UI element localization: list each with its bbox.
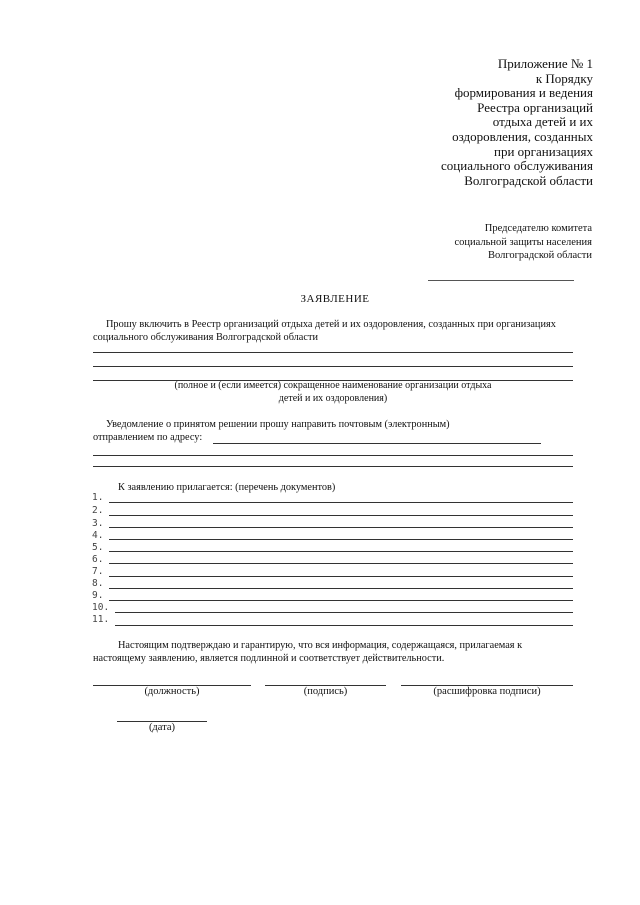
attachment-number: 2. [92, 505, 104, 516]
addressee-line: социальной защиты населения [454, 236, 592, 248]
attachment-number: 3. [92, 518, 104, 529]
position-label: (должность) [144, 686, 200, 697]
attachment-field-9[interactable] [109, 600, 573, 601]
applicant-name-field[interactable] [428, 280, 574, 281]
appendix-line: Волгоградской области [464, 172, 593, 188]
attachment-number: 6. [92, 554, 104, 565]
notification-line-2: отправлением по адресу: [93, 432, 203, 443]
addressee-line: Председателю комитета [484, 223, 592, 234]
attachment-field-8[interactable] [109, 588, 573, 589]
attachment-field-4[interactable] [109, 539, 573, 540]
organization-caption-1: (полное и (если имеется) сокращенное наименование организации отдыха [174, 380, 492, 391]
attachment-field-10[interactable] [115, 612, 573, 613]
attachment-number: 10. [92, 602, 110, 613]
signature-label: (подпись) [303, 686, 348, 697]
attachment-number: 1. [92, 492, 104, 503]
confirmation-line-1: Настоящим подтверждаю и гарантирую, что вся информация, содержащаяся, прилагаемая к [118, 640, 523, 651]
signature-decoding-label: (расшифровка подписи) [433, 686, 541, 697]
attachment-number: 5. [92, 542, 104, 553]
appendix-line: отдыха детей и их [492, 114, 593, 130]
attachment-number: 9. [92, 590, 104, 601]
document-title: ЗАЯВЛЕНИЕ [300, 293, 370, 305]
attachment-number: 8. [92, 578, 104, 589]
request-line-2: социального обслуживания Волгоградской области [93, 332, 318, 343]
attachment-field-7[interactable] [109, 576, 573, 577]
organization-caption-2: детей и их оздоровления) [278, 393, 388, 404]
appendix-line: оздоровления, созданных [452, 128, 593, 144]
attachment-field-5[interactable] [109, 551, 573, 552]
appendix-line: Реестра организаций [477, 99, 593, 115]
appendix-line: социального обслуживания [441, 158, 593, 174]
appendix-header [441, 57, 593, 188]
attachments-heading: К заявлению прилагается: (перечень документов) [118, 482, 336, 493]
appendix-line: при организациях [494, 143, 593, 159]
appendix-line: Приложение № 1 [497, 56, 593, 71]
appendix-line: к Порядку [535, 70, 593, 86]
address-field-2[interactable] [93, 455, 573, 456]
attachment-number: 4. [92, 530, 104, 541]
attachment-field-3[interactable] [109, 527, 573, 528]
address-field-3[interactable] [93, 466, 573, 467]
date-label: (дата) [148, 722, 176, 733]
attachment-number: 7. [92, 566, 104, 577]
attachment-field-1[interactable] [109, 502, 573, 503]
attachment-field-6[interactable] [109, 563, 573, 564]
address-field-1[interactable] [213, 443, 541, 444]
appendix-line: формирования и ведения [454, 85, 593, 101]
organization-name-field-1[interactable] [93, 352, 573, 353]
attachment-field-2[interactable] [109, 515, 573, 516]
attachment-number: 11. [92, 614, 110, 625]
organization-name-field-2[interactable] [93, 366, 573, 367]
addressee-block [454, 222, 592, 263]
confirmation-line-2: настоящему заявлению, является подлинной и соответствует действительности. [93, 653, 445, 664]
notification-line-1: Уведомление о принятом решении прошу направить почтовым (электронным) [106, 419, 450, 430]
attachment-field-11[interactable] [115, 625, 573, 626]
request-line-1: Прошу включить в Реестр организаций отдыха детей и их оздоровления, созданных при организациях [106, 319, 556, 330]
addressee-line: Волгоградской области [487, 250, 592, 261]
